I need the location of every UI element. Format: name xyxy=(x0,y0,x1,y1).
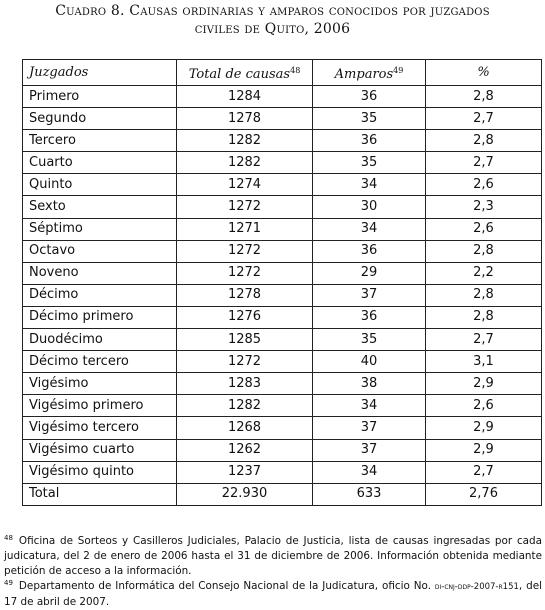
table-row xyxy=(23,461,542,483)
total-causas-cell: 1271 xyxy=(177,218,313,240)
total-causas-cell: 1272 xyxy=(177,240,313,262)
table-row xyxy=(23,240,542,262)
percent-cell: 2,7 xyxy=(426,329,542,351)
amparos-cell: 34 xyxy=(313,395,426,417)
juzgado-cell: Vigésimo tercero xyxy=(23,417,177,439)
table-row xyxy=(23,174,542,196)
percent-cell: 2,9 xyxy=(426,439,542,461)
total-causas-cell: 1272 xyxy=(177,196,313,218)
table-row xyxy=(23,152,542,174)
table-row xyxy=(23,329,542,351)
juzgado-cell: Vigésimo primero xyxy=(23,395,177,417)
juzgado-cell: Segundo xyxy=(23,108,177,130)
amparos-cell: 35 xyxy=(313,108,426,130)
total-causas-cell: 1268 xyxy=(177,417,313,439)
total-causas-cell: 1272 xyxy=(177,351,313,373)
juzgado-cell: Primero xyxy=(23,86,177,108)
header-juzgados: Juzgados xyxy=(23,60,177,86)
table-row xyxy=(23,108,542,130)
percent-cell: 2,3 xyxy=(426,196,542,218)
total-causas-cell: 1283 xyxy=(177,373,313,395)
table-row xyxy=(23,130,542,152)
percent-cell: 3,1 xyxy=(426,351,542,373)
table-title-line-1: Cuadro 8. Causas ordinarias y amparos conocidos por juzgados xyxy=(55,3,490,19)
percent-cell: 2,9 xyxy=(426,373,542,395)
total-causas-cell: 1284 xyxy=(177,86,313,108)
table-row xyxy=(23,86,542,108)
header-percent: % xyxy=(426,60,542,86)
amparos-cell: 36 xyxy=(313,130,426,152)
amparos-cell: 34 xyxy=(313,174,426,196)
juzgado-cell: Vigésimo xyxy=(23,373,177,395)
total-causas-cell: 1274 xyxy=(177,174,313,196)
table-title-line-2: civiles de Quito, 2006 xyxy=(194,21,351,37)
total-causas-cell: 1282 xyxy=(177,130,313,152)
amparos-cell: 40 xyxy=(313,351,426,373)
amparos-cell: 37 xyxy=(313,439,426,461)
table-row xyxy=(23,196,542,218)
footnote-ref-49: 49 xyxy=(393,65,404,75)
table-row xyxy=(23,395,542,417)
footnote-ref-48: 48 xyxy=(290,65,301,75)
table-row xyxy=(23,284,542,306)
total-causas-cell: 1237 xyxy=(177,461,313,483)
table-row xyxy=(23,262,542,284)
percent-cell: 2,7 xyxy=(426,461,542,483)
header-amparos: Amparos$^{49}$ xyxy=(313,60,426,86)
total-causas-cell: 1278 xyxy=(177,108,313,130)
juzgado-cell: Quinto xyxy=(23,174,177,196)
juzgado-cell: Décimo tercero xyxy=(23,351,177,373)
total-amparos-cell: 633 xyxy=(313,483,426,505)
total-causas-cell: 1272 xyxy=(177,262,313,284)
footnote-48: $^{48}$ Oficina de Sorteos y Casilleros Judiciales, Palacio de Justicia, lista de causas ingresadas por cada judicatura, del 2 de enero de 2006 hasta el 31 de diciembre de 2006. Información obtenida mediante petición de acceso a la información. xyxy=(4,534,542,577)
juzgado-cell: Sexto xyxy=(23,196,177,218)
table-row xyxy=(23,218,542,240)
juzgado-cell: Noveno xyxy=(23,262,177,284)
total-causas-cell: 1278 xyxy=(177,284,313,306)
total-row xyxy=(23,483,542,505)
total-percent-cell: 2,76 xyxy=(426,483,542,505)
juzgado-cell: Décimo xyxy=(23,284,177,306)
table-body xyxy=(23,86,542,506)
percent-cell: 2,8 xyxy=(426,240,542,262)
percent-cell: 2,6 xyxy=(426,218,542,240)
total-causas-cell: 1282 xyxy=(177,152,313,174)
amparos-cell: 35 xyxy=(313,152,426,174)
juzgado-cell: Vigésimo quinto xyxy=(23,461,177,483)
percent-cell: 2,8 xyxy=(426,284,542,306)
courts-table xyxy=(22,59,542,506)
table-row xyxy=(23,351,542,373)
table-row xyxy=(23,373,542,395)
percent-cell: 2,7 xyxy=(426,152,542,174)
percent-cell: 2,8 xyxy=(426,306,542,328)
juzgado-cell: Octavo xyxy=(23,240,177,262)
amparos-cell: 34 xyxy=(313,218,426,240)
percent-cell: 2,9 xyxy=(426,417,542,439)
table-row xyxy=(23,306,542,328)
juzgado-cell: Séptimo xyxy=(23,218,177,240)
header-total-causas: Total de causas$^{48}$ xyxy=(177,60,313,86)
amparos-cell: 37 xyxy=(313,284,426,306)
amparos-cell: 37 xyxy=(313,417,426,439)
amparos-cell: 36 xyxy=(313,240,426,262)
total-total-causas-cell: 22.930 xyxy=(177,483,313,505)
juzgado-cell: Décimo primero xyxy=(23,306,177,328)
amparos-cell: 36 xyxy=(313,306,426,328)
total-causas-cell: 1276 xyxy=(177,306,313,328)
total-causas-cell: 1262 xyxy=(177,439,313,461)
total-causas-cell: 1285 xyxy=(177,329,313,351)
juzgado-cell: Cuarto xyxy=(23,152,177,174)
table-header-row xyxy=(23,60,542,86)
juzgado-cell: Tercero xyxy=(23,130,177,152)
percent-cell: 2,7 xyxy=(426,108,542,130)
amparos-cell: 38 xyxy=(313,373,426,395)
amparos-cell: 36 xyxy=(313,86,426,108)
percent-cell: 2,6 xyxy=(426,395,542,417)
total-causas-cell: 1282 xyxy=(177,395,313,417)
percent-cell: 2,8 xyxy=(426,130,542,152)
amparos-cell: 35 xyxy=(313,329,426,351)
percent-cell: 2,8 xyxy=(426,86,542,108)
total-juzgado-cell: Total xyxy=(23,483,177,505)
juzgado-cell: Vigésimo cuarto xyxy=(23,439,177,461)
amparos-cell: 34 xyxy=(313,461,426,483)
table-row xyxy=(23,417,542,439)
juzgado-cell: Duodécimo xyxy=(23,329,177,351)
percent-cell: 2,6 xyxy=(426,174,542,196)
office-code: di-cnj-ddp-2007-r151 xyxy=(434,582,519,592)
amparos-cell: 29 xyxy=(313,262,426,284)
percent-cell: 2,2 xyxy=(426,262,542,284)
amparos-cell: 30 xyxy=(313,196,426,218)
footnote-49: $^{49}$ Departamento de Informática del Consejo Nacional de la Judicatura, oficio No. di-cnj-ddp-2007-r151, del 17 de abril de 2007. xyxy=(4,579,542,608)
table-row xyxy=(23,439,542,461)
